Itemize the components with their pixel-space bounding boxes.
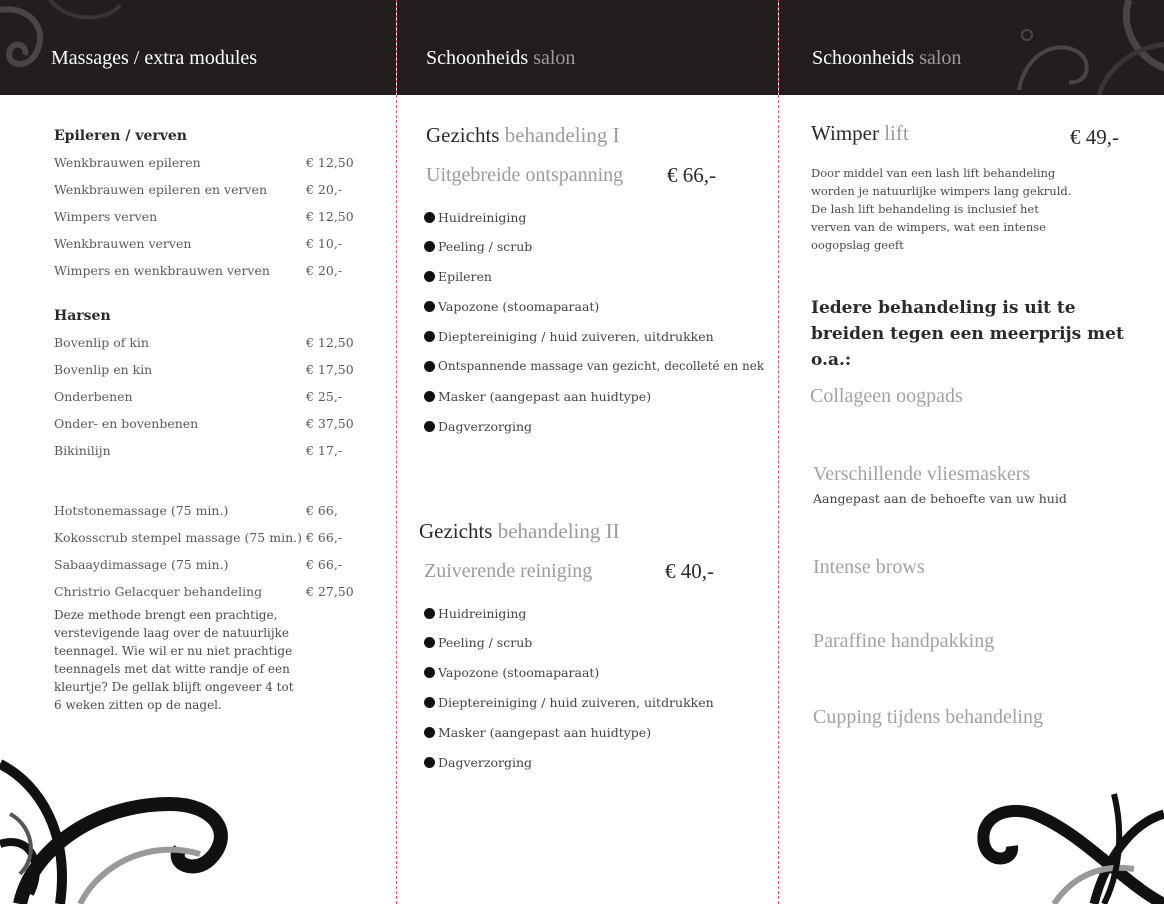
treatment-item-label: Dagverzorging <box>438 755 533 770</box>
header-title-light: salon <box>533 47 576 69</box>
price-row-label: Wenkbrauwen epileren en verven <box>54 182 268 197</box>
price-row-price: € 27,50 <box>306 584 354 599</box>
price-row-label: Christrio Gelacquer behandeling <box>54 584 263 599</box>
bullet-icon <box>424 301 435 312</box>
treatment-item <box>424 419 532 434</box>
treatment-item-label: Peeling / scrub <box>438 635 533 650</box>
treatment-item <box>424 359 764 373</box>
panel-header <box>0 0 396 95</box>
bullet-icon <box>424 697 435 708</box>
price-row-price: € 25,- <box>306 389 343 404</box>
treatment-item <box>424 606 526 621</box>
floral-ornament-icon <box>0 724 260 904</box>
treatment-item <box>424 635 532 650</box>
extra-option: Intense brows <box>813 556 925 578</box>
panel-massages <box>0 0 396 904</box>
price-row-label: Bovenlip of kin <box>54 335 149 350</box>
treatment-item-label: Dagverzorging <box>438 419 533 434</box>
bullet-icon <box>424 331 435 342</box>
treatment-price: € 40,- <box>665 559 714 583</box>
bullet-icon <box>424 212 435 223</box>
bullet-icon <box>424 608 435 619</box>
header-title-bold: Schoonheids <box>812 47 915 69</box>
treatment-title <box>426 123 620 148</box>
gelacquer-description: Deze methode brengt een prachtige, verstevigende laag over de natuurlijke teennagel. Wie wil er nu niet prachtige teennagels met dat witte randje of een kleurtje? De gellak blijft ongeveer 4 tot 6 weken zitten op de nagel. <box>54 608 294 712</box>
treatment-item-label: Masker (aangepast aan huidtype) <box>438 389 652 404</box>
treatment-item <box>424 299 599 314</box>
price-row-price: € 17,50 <box>306 362 354 377</box>
extra-option: Verschillende vliesmaskers <box>813 463 1031 485</box>
treatment-title <box>419 519 620 544</box>
treatment-item-label: Dieptereiniging / huid zuiveren, uitdrukken <box>438 695 714 710</box>
treatment-item-label: Peeling / scrub <box>438 239 533 254</box>
price-row-label: Onder- en bovenbenen <box>54 416 199 431</box>
treatment-item-label: Dieptereiniging / huid zuiveren, uitdrukken <box>438 329 714 344</box>
price-row-label: Onderbenen <box>54 389 133 404</box>
swirl-ornament-icon <box>979 0 1164 95</box>
treatment-item-label: Vapozone (stoomaparaat) <box>438 665 600 680</box>
price-row-price: € 66,- <box>306 530 343 545</box>
bullet-icon <box>424 421 435 432</box>
treatment-item <box>424 725 651 740</box>
bullet-icon <box>424 727 435 738</box>
treatment-title-light: behandeling I <box>504 123 620 147</box>
price-row-label: Hotstonemassage (75 min.) <box>54 503 229 518</box>
price-row-label: Kokosscrub stempel massage (75 min.) <box>54 530 302 545</box>
price-row-price: € 66, <box>306 503 338 518</box>
price-row-price: € 17,- <box>306 443 343 458</box>
bullet-icon <box>424 361 435 372</box>
treatment-title-bold: Gezichts <box>426 123 500 147</box>
price-row-price: € 20,- <box>306 182 343 197</box>
wimperlift-title-light: lift <box>884 121 909 145</box>
price-row-label: Wenkbrauwen verven <box>54 236 192 251</box>
extra-option: Collageen oogpads <box>810 385 963 407</box>
price-row-price: € 20,- <box>306 263 343 278</box>
treatment-item <box>424 269 492 284</box>
bullet-icon <box>424 241 435 252</box>
treatment-item-label: Huidreiniging <box>438 606 527 621</box>
bullet-icon <box>424 667 435 678</box>
price-row-price: € 12,50 <box>306 209 354 224</box>
section-title-epileren: Epileren / verven <box>54 128 187 144</box>
bullet-icon <box>424 271 435 282</box>
price-row-label: Wimpers verven <box>54 209 158 224</box>
treatment-item-label: Vapozone (stoomaparaat) <box>438 299 600 314</box>
price-row-price: € 66,- <box>306 557 343 572</box>
extra-option-subtitle: Aangepast aan de behoefte van uw huid <box>813 491 1067 506</box>
treatment-item <box>424 665 599 680</box>
bullet-icon <box>424 757 435 768</box>
treatment-item <box>424 389 651 404</box>
price-row-label: Bovenlip en kin <box>54 362 153 377</box>
treatment-price: € 66,- <box>667 163 716 187</box>
bullet-icon <box>424 637 435 648</box>
header-title-light: salon <box>919 47 962 69</box>
header-title <box>812 47 961 70</box>
header-title-bold: Schoonheids <box>426 47 529 69</box>
section-title-harsen: Harsen <box>54 308 111 324</box>
header-title <box>426 47 575 70</box>
panel-header <box>397 0 778 95</box>
floral-ornament-icon <box>964 774 1164 904</box>
price-row-price: € 12,50 <box>306 155 354 170</box>
treatment-item <box>424 210 526 225</box>
price-row-price: € 37,50 <box>306 416 354 431</box>
treatment-subtitle: Zuiverende reiniging <box>424 560 593 582</box>
bullet-icon <box>424 391 435 402</box>
wimperlift-title <box>811 121 909 146</box>
extra-option: Cupping tijdens behandeling <box>813 706 1043 728</box>
treatment-item <box>424 695 714 710</box>
treatment-title-light: behandeling II <box>497 519 620 543</box>
price-row-label: Wenkbrauwen epileren <box>54 155 201 170</box>
panel-extras <box>779 0 1164 904</box>
wimperlift-price: € 49,- <box>1070 125 1119 149</box>
treatment-item-label: Huidreiniging <box>438 210 527 225</box>
header-title: Massages / extra modules <box>51 47 258 69</box>
treatment-item-label: Ontspannende massage van gezicht, decolleté en nek <box>438 359 765 373</box>
panel-gezichtsbehandeling <box>397 0 778 904</box>
panel-header <box>779 0 1164 95</box>
treatment-title-bold: Gezichts <box>419 519 493 543</box>
extension-note: Iedere behandeling is uit te breiden tegen een meerprijs met o.a.: <box>811 298 1124 370</box>
price-row-label: Sabaaydimassage (75 min.) <box>54 557 229 572</box>
treatment-subtitle: Uitgebreide ontspanning <box>426 164 624 186</box>
treatment-item <box>424 239 532 254</box>
wimperlift-description: Door middel van een lash lift behandeling worden je natuurlijke wimpers lang gekruld. De lash lift behandeling is inclusief het verven van de wimpers, wat een intense oogopslag geeft <box>811 166 1072 252</box>
wimperlift-title-bold: Wimper <box>811 121 879 145</box>
extra-option: Paraffine handpakking <box>813 630 995 652</box>
treatment-item <box>424 755 532 770</box>
price-row-price: € 12,50 <box>306 335 354 350</box>
price-row-label: Wimpers en wenkbrauwen verven <box>54 263 270 278</box>
price-row-label: Bikinilijn <box>54 443 111 458</box>
treatment-item <box>424 329 714 344</box>
treatment-item-label: Epileren <box>438 269 492 284</box>
price-row-price: € 10,- <box>306 236 343 251</box>
treatment-item-label: Masker (aangepast aan huidtype) <box>438 725 652 740</box>
